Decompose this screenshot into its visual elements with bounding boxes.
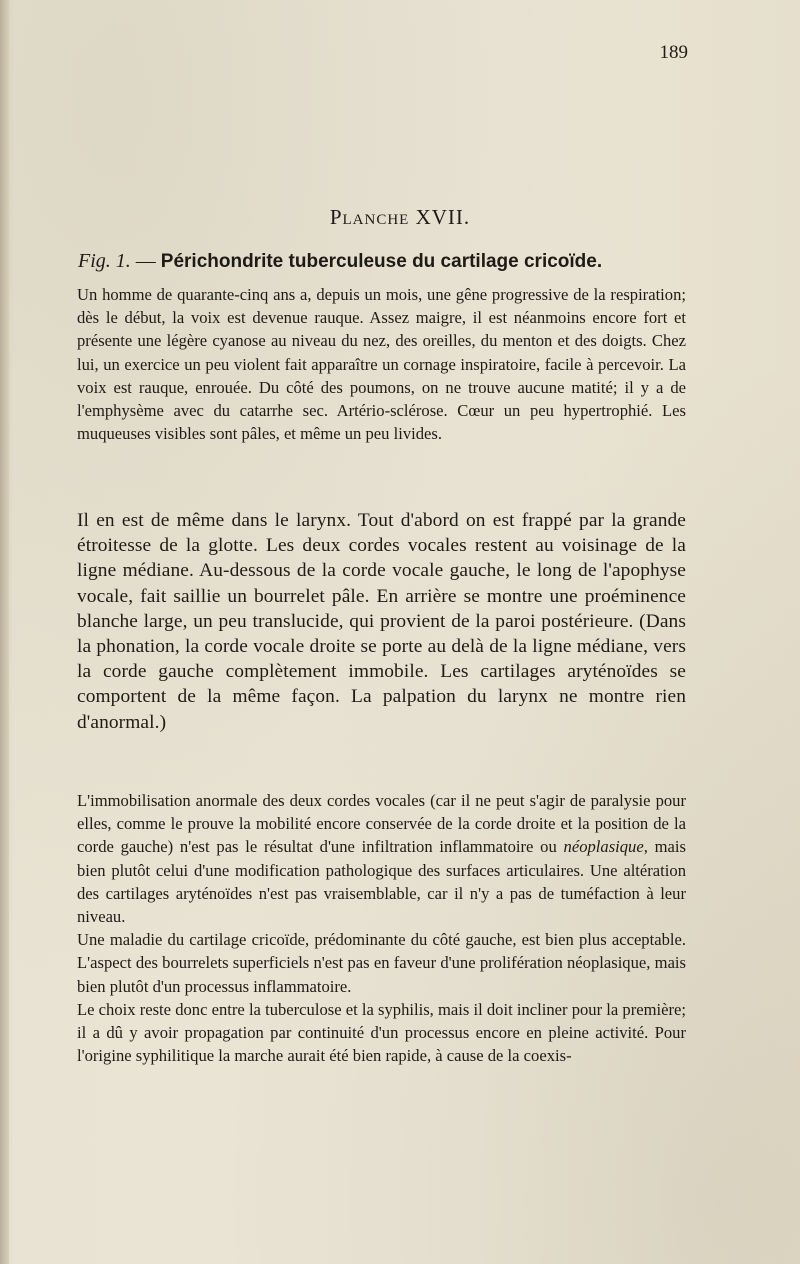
- larynx-findings-block: [77, 508, 686, 735]
- paragraph-larynx-findings: Il en est de même dans le larynx. Tout d'abord on est frappé par la grande étroitesse de la glotte. Les deux cordes vocales restent au voisinage de la ligne médiane. Au-dessous de la corde vocale gauche, le long de l'apophyse vocale, fait saillie un bourrelet pâle. En arrière se montre une proéminence blanche large, un peu translucide, qui provient de la paroi postérieure. (Dans la phonation, la corde vocale droite se porte au delà de la ligne médiane, vers la corde gauche complètement immobile. Les cartilages aryténoïdes se comportent de la même façon. La palpation du larynx ne montre rien d'anormal.): [77, 510, 686, 733]
- page-number: 189: [659, 42, 688, 63]
- paragraph-diagnosis-choice: Le choix reste donc entre la tuberculose et la syphilis, mais il doit incliner pour la première; il a dû y avoir propagation par continuité d'un processus encore en pleine activité. Pour l'origine syphilitique la marche aurait été bien rapide, à cause de la coexis-: [77, 999, 686, 1066]
- paragraph-immobilisation: [77, 789, 686, 928]
- figure-caption: [78, 250, 698, 273]
- paragraph-cricoid-disease: Une maladie du cartilage cricoïde, prédominante du côté gauche, est bien plus acceptable. L'aspect des bourrelets superficiels n'est pas en faveur d'une prolifération néoplasique, mais bien plutôt d'un processus inflammatoire.: [77, 930, 686, 996]
- immobilisation-text-start: L'immobilisation anormale des deux cordes vocales (car il ne peut s'agir de paralysie pour elles, comme le prouve la mobilité encore conservée de la corde droite et la position de la corde gauche) n'est pas le résultat d'une infiltration inflammatoire ou: [77, 791, 686, 857]
- italic-term: néoplasique: [563, 837, 644, 857]
- page-spine-shadow: [0, 0, 9, 1264]
- plate-title: Planche XVII.: [329, 205, 471, 229]
- paragraph-case-history: Un homme de quarante-cinq ans a, depuis un mois, une gêne progressive de la respiration; dès le début, la voix est devenue rauque. Assez maigre, il est néanmoins encore fort et présente une légère cyanose au niveau du nez, des oreilles, du menton et des doigts. Chez lui, un exercice un peu violent fait apparaître un cornage inspiratoire, facile à percevoir. La voix est rauque, enrouée. Du côté des poumons, on ne trouve aucune matité; il y a de l'emphysème avec du catarrhe sec. Artério-sclérose. Cœur un peu hypertrophié. Les muqueuses visibles sont pâles, et même un peu livides.: [77, 285, 686, 444]
- figure-title: Périchondrite tuberculeuse du cartilage cricoïde.: [160, 251, 603, 272]
- figure-dash: —: [130, 250, 161, 272]
- case-description-block: [77, 283, 686, 445]
- immobilisation-text-end: , mais bien plutôt celui d'une modification pathologique des surfaces articulaires. Une altération des cartilages aryténoïdes n'est pas vraisemblable, car il n'y a pas de tuméfaction à leur niveau.: [77, 837, 686, 927]
- figure-reference: Fig. 1.: [78, 250, 131, 272]
- discussion-block: [77, 789, 686, 1067]
